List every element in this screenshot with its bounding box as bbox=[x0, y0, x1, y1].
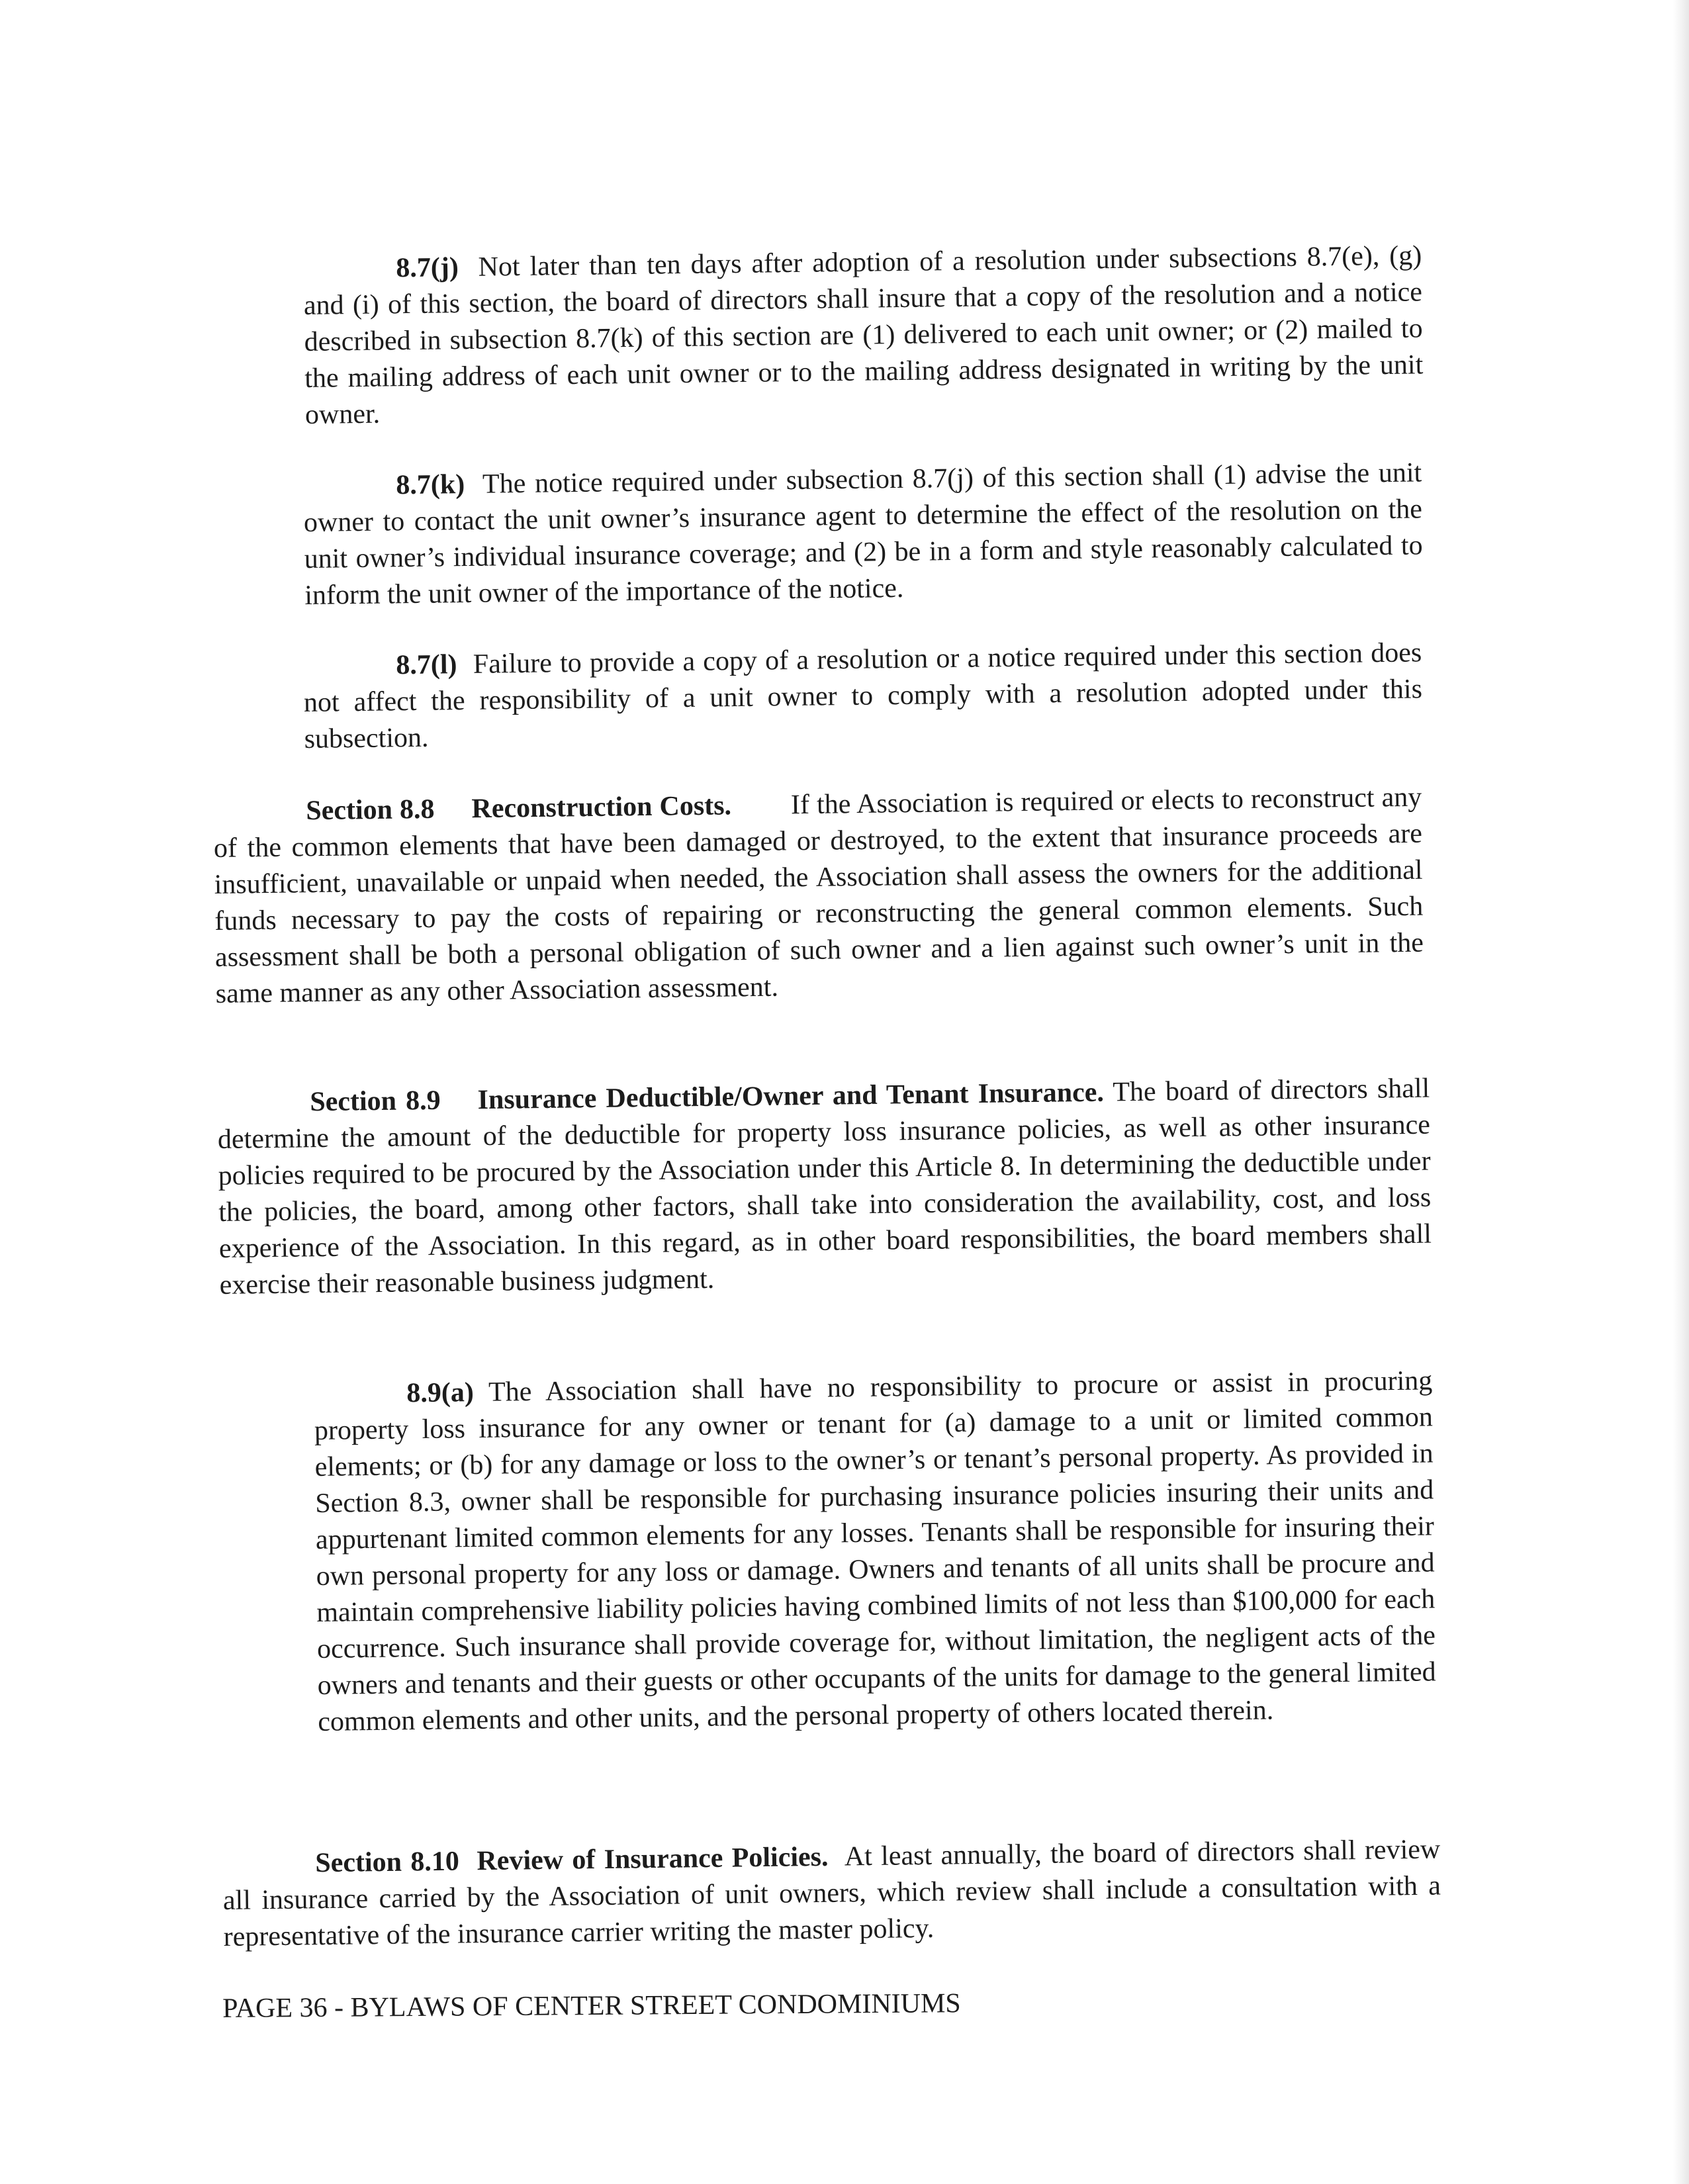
section-number: Section 8.10 bbox=[315, 1846, 460, 1879]
section-text: If the Association is required or elects to reconstruct any of the common elements that have been damaged or destroyed, to the extent that insurance proceeds are insufficient, unavailable or unpaid when needed, the Association shall assess the owners for the additional funds necessary to pay the costs of repairing or reconstructing the general common elements. Such assessment shall be both a personal obligation of such owner and a lien against such owner’s unit in the same manner as any other Association assessment. bbox=[213, 782, 1424, 1009]
section-heading: Reconstruction Costs. bbox=[471, 790, 732, 825]
scan-edge-shadow bbox=[1673, 0, 1689, 2184]
subsection-number: 8.7(j) bbox=[396, 252, 459, 284]
subsection-text: The notice required under subsection 8.7(j) of this section shall (1) advise the unit owner to contact the unit owner’s insurance agent to determine the effect of the resolution on the unit owner’s individual insurance coverage; and (2) be in a form and style reasonably calculated to inform the unit owner of the importance of the notice. bbox=[303, 457, 1423, 611]
subsection-text: Failure to provide a copy of a resolution or a notice required under this section does not affect the responsibility of a unit owner to comply with a resolution adopted under this subsection. bbox=[303, 637, 1423, 754]
section-text: At least annually, the board of directors shall review all insurance carried by the Association of unit owners, which review shall include a consultation with a representative of the insurance carrier writing the master policy. bbox=[222, 1834, 1441, 1952]
page-footer: PAGE 36 - BYLAWS OF CENTER STREET CONDOMINIUMS bbox=[222, 1988, 961, 2024]
subsection-8-7l bbox=[303, 635, 1423, 758]
subsection-8-7j bbox=[303, 238, 1424, 433]
section-8-9 bbox=[217, 1071, 1432, 1304]
section-8-10 bbox=[222, 1832, 1441, 1956]
section-heading: Review of Insurance Policies. bbox=[477, 1841, 829, 1877]
subsection-number: 8.9(a) bbox=[406, 1377, 475, 1409]
section-8-8 bbox=[213, 780, 1424, 1013]
subsection-number: 8.7(k) bbox=[396, 469, 465, 501]
section-heading: Insurance Deductible/Owner and Tenant Insurance. bbox=[477, 1077, 1105, 1116]
section-number: Section 8.8 bbox=[306, 794, 435, 827]
subsection-8-7k bbox=[303, 455, 1424, 614]
subsection-number: 8.7(l) bbox=[396, 649, 457, 681]
subsection-text: Not later than ten days after adoption of a resolution under subsections 8.7(e), (g) and (i) of this section, the board of directors shall insure that a copy of the resolution and a notice described in subsection 8.7(k) of this section are (1) delivered to each unit owner; or (2) mailed to the mailing address of each unit owner or to the mailing address designated in writing by the unit owner. bbox=[303, 240, 1424, 430]
subsection-8-9a bbox=[314, 1363, 1437, 1741]
section-text: The board of directors shall determine the amount of the deductible for property loss insurance policies, as well as other insurance policies required to be procured by the Association under this Article 8. In determining the deductible under the policies, the board, among other factors, shall take into consideration the availability, cost, and loss experience of the Association. In this regard, as in other board responsibilities, the board members shall exercise their reasonable business judgment. bbox=[217, 1073, 1432, 1300]
subsection-text: The Association shall have no responsibility to procure or assist in procuring property loss insurance for any owner or tenant for (a) damage to a unit or limited common elements; or (b) for any damage or loss to the owner’s or tenant’s personal property. As provided in Section 8.3, owner shall be responsible for purchasing insurance policies insuring their units and appurtenant limited common elements for any losses. Tenants shall be responsible for insuring their own personal property for any loss or damage. Owners and tenants of all units shall be procure and maintain comprehensive liability policies having combined limits of not less than $100,000 for each occurrence. Such insurance shall provide coverage for, without limitation, the negligent acts of the owners and tenants and their guests or other occupants of the units for damage to the general limited common elements and other units, and the personal property of others located therein. bbox=[314, 1365, 1436, 1737]
section-number: Section 8.9 bbox=[310, 1085, 441, 1118]
